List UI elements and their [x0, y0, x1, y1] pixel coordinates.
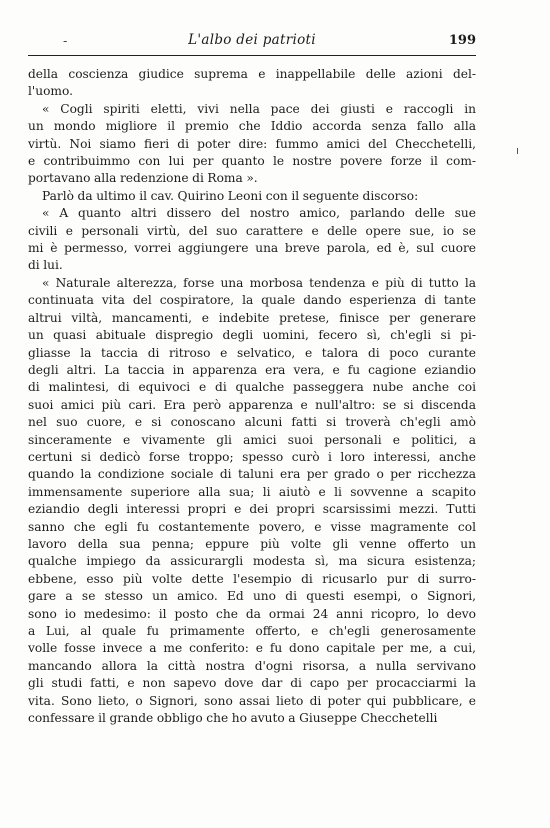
text-line: gli studi fatti, e non sapevo dove dar di capo per procacciarmi la [28, 676, 476, 691]
margin-mark [517, 148, 518, 154]
text-line: certuni si dedicò forse troppo; spesso curò i loro interessi, anche [28, 449, 476, 464]
text-line: eziandio degli interessi propri e dei propri scarsissimi mezzi. Tutti [28, 502, 476, 517]
text-line: gare a se stesso un amico. Ed uno di questi esempi, o Signori, [28, 589, 476, 604]
page-header [28, 30, 476, 52]
text-line: mi è permesso, vorrei aggiungere una breve parola, ed è, sul cuore [28, 241, 476, 256]
header-mark: - [63, 34, 68, 49]
text-line: « Naturale alterezza, forse una morbosa tendenza e più di tutto la [42, 275, 476, 290]
running-title: L'albo dei patrioti [188, 32, 316, 48]
text-line: portavano alla redenzione di Roma ». [28, 171, 258, 186]
text-line: degli altri. La taccia in apparenza era vera, e fu cagione eziandio [28, 362, 476, 377]
text-line: altrui viltà, mancamenti, e indebite pretese, finisce per generare [28, 310, 476, 325]
paragraph [28, 205, 476, 275]
text-line: nel suo cuore, e si conoscano alcuni fatti si troverà ch'egli amò [28, 415, 476, 430]
text-line: confessare il grande obbligo che ho avuto a Giuseppe Checchetelli [28, 711, 438, 726]
paragraph [28, 275, 476, 728]
body-text [28, 66, 476, 727]
text-line: ebbene, esso più volte dette l'esempio di ricusarlo pur di surro- [28, 571, 476, 586]
text-line: sono io medesimo: il posto che da ormai 24 anni ricopro, lo devo [28, 606, 476, 621]
text-line: un quasi abituale dispregio degli uomini, fecero sì, ch'egli si pi- [28, 328, 476, 343]
text-line: mancando allora la città nostra d'ogni risorsa, a nulla servivano [28, 658, 476, 673]
text-line: qualche impiego da assicurargli modesta sì, ma sicura esistenza; [28, 554, 476, 569]
page-number: 199 [448, 33, 476, 48]
text-line: lavoro della sua penna; eppure più volte gli venne offerto un [28, 536, 476, 551]
text-line: « Cogli spiriti eletti, vivi nella pace dei giusti e raccogli in [42, 101, 476, 116]
text-line: Parlò da ultimo il cav. Quirino Leoni con il seguente discorso: [42, 188, 419, 203]
text-line: quando la condizione sociale di taluni era per grado o per ricchezza [28, 467, 476, 482]
text-line: civili e personali virtù, del suo carattere e delle opere sue, io se [28, 223, 476, 238]
text-line: gliasse la taccia di ritroso e selvatico, e talora di poco curante [28, 345, 476, 360]
text-line: l'uomo. [28, 84, 73, 99]
text-line: continuata vita del cospiratore, la quale dando esperienza di tante [28, 293, 476, 308]
paragraph [28, 66, 476, 101]
text-line: « A quanto altri dissero del nostro amico, parlando delle sue [42, 206, 476, 221]
paragraph [28, 101, 476, 188]
header-rule [28, 55, 476, 56]
text-line: virtù. Noi siamo fieri di poter dire: fummo amici del Checchetelli, [28, 136, 476, 151]
text-line: sanno che egli fu costantemente povero, e visse magramente col [28, 519, 476, 534]
text-line: della coscienza giudice suprema e inappellabile delle azioni del- [28, 67, 476, 81]
text-line: vita. Sono lieto, o Signori, sono assai lieto di poter qui pubblicare, e [28, 693, 476, 708]
text-line: suoi amici più cari. Era però apparenza e null'altro: se si discenda [28, 397, 476, 412]
paragraph [28, 188, 476, 205]
text-line: e contribuimmo con lui per quanto le nostre povere forze il com- [28, 154, 476, 169]
text-line: immensamente superiore alla sua; li aiutò e li sovvenne a scapito [28, 484, 476, 499]
text-line: di lui. [28, 258, 63, 273]
text-line: a Lui, al quale fu primamente offerto, e ch'egli generosamente [28, 624, 476, 638]
text-line: sinceramente e vivamente gli amici suoi personali e politici, a [28, 432, 476, 447]
text-line: di malintesi, di equivoci e di qualche passeggera nube anche coi [28, 380, 476, 395]
text-line: un mondo migliore il premio che Iddio accorda senza fallo alla [28, 119, 476, 134]
text-line: volle fosse invece a me conferito: e fu dono capitale per me, a cui, [28, 641, 476, 656]
